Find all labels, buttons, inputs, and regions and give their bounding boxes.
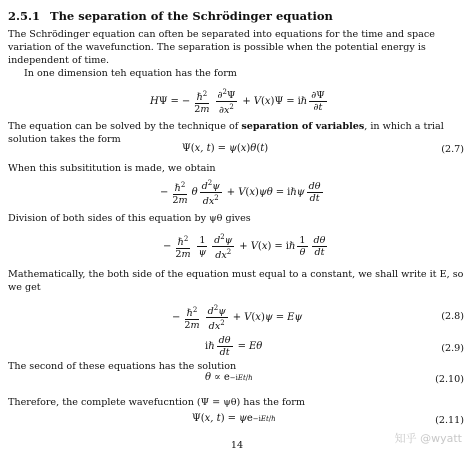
- equation-number-2-8: (2.8): [441, 311, 464, 322]
- equation-substituted: − $\frac{\hbar^2}{2m}$ θ $\frac{d^2\psi}{dx^2}$ + V ( x ) ψθ = iℏ ψ $\frac{d\theta}{dt}$: [160, 179, 321, 208]
- section-heading: [8, 9, 333, 23]
- paragraph-one-dimension: In one dimension teh equation has the form: [24, 68, 237, 79]
- equation-theta-solution: θ ∝ e −iEt/ℏ: [205, 372, 253, 383]
- section-number: 2.5.1: [8, 9, 41, 23]
- equation-divided: − $\frac{\hbar^2}{2m}$ $\frac{1}{\psi}$ $\frac{d^2\psi}{dx^2}$ + V ( x ) = iℏ $\frac{1}{\theta}$ $\frac{d\theta}{dt}$: [163, 233, 326, 262]
- equation-temporal: iℏ $\frac{d\theta}{dt}$ = Eθ: [205, 335, 263, 358]
- equation-number-2-7: (2.7): [441, 144, 464, 155]
- equation-trial-solution: Ψ( x, t ) = ψ ( x ) θ ( t ): [182, 143, 269, 154]
- watermark: 知乎 @wyatt: [394, 432, 462, 445]
- section-title: The separation of the Schrödinger equation: [50, 9, 333, 23]
- paragraph-substitution: When this subsititution is made, we obtain: [8, 163, 216, 174]
- paragraph-intro: The Schrödinger equation can often be separated into equations for the time and space variation of the wavefunction. The separation is possible when the potential energy is independent of time.: [8, 29, 435, 66]
- paragraph-separation: The equation can be solved by the technique of separation of variables, in which a trial solution takes the form: [8, 121, 444, 145]
- equation-complete-wavefunction: Ψ( x, t ) = ψ e −iEt/ℏ: [192, 413, 276, 424]
- equation-number-2-10: (2.10): [435, 374, 464, 385]
- equation-schrodinger: H Ψ = − $\frac{\hbar^2}{2m}$ $\frac{\partial^2\Psi}{\partial x^2}$ + V ( x )Ψ = iℏ $\frac{\partial\Psi}{\partial t}$: [150, 88, 325, 117]
- paragraph-constant: Mathematically, the both side of the equation must equal to a constant, we shall write it E, so we get: [8, 269, 464, 293]
- equation-spatial: − $\frac{\hbar^2}{2m}$ $\frac{d^2\psi}{dx^2}$ + V ( x ) ψ = Eψ: [172, 304, 303, 333]
- page-number: 14: [230, 440, 244, 451]
- paragraph-complete: Therefore, the complete wavefucntion (Ψ = ψθ) has the form: [8, 397, 305, 408]
- paragraph-division: Division of both sides of this equation by ψθ gives: [8, 213, 251, 224]
- equation-number-2-11: (2.11): [435, 415, 464, 426]
- equation-number-2-9: (2.9): [441, 343, 464, 354]
- paragraph-solution: The second of these equations has the solution: [8, 361, 237, 372]
